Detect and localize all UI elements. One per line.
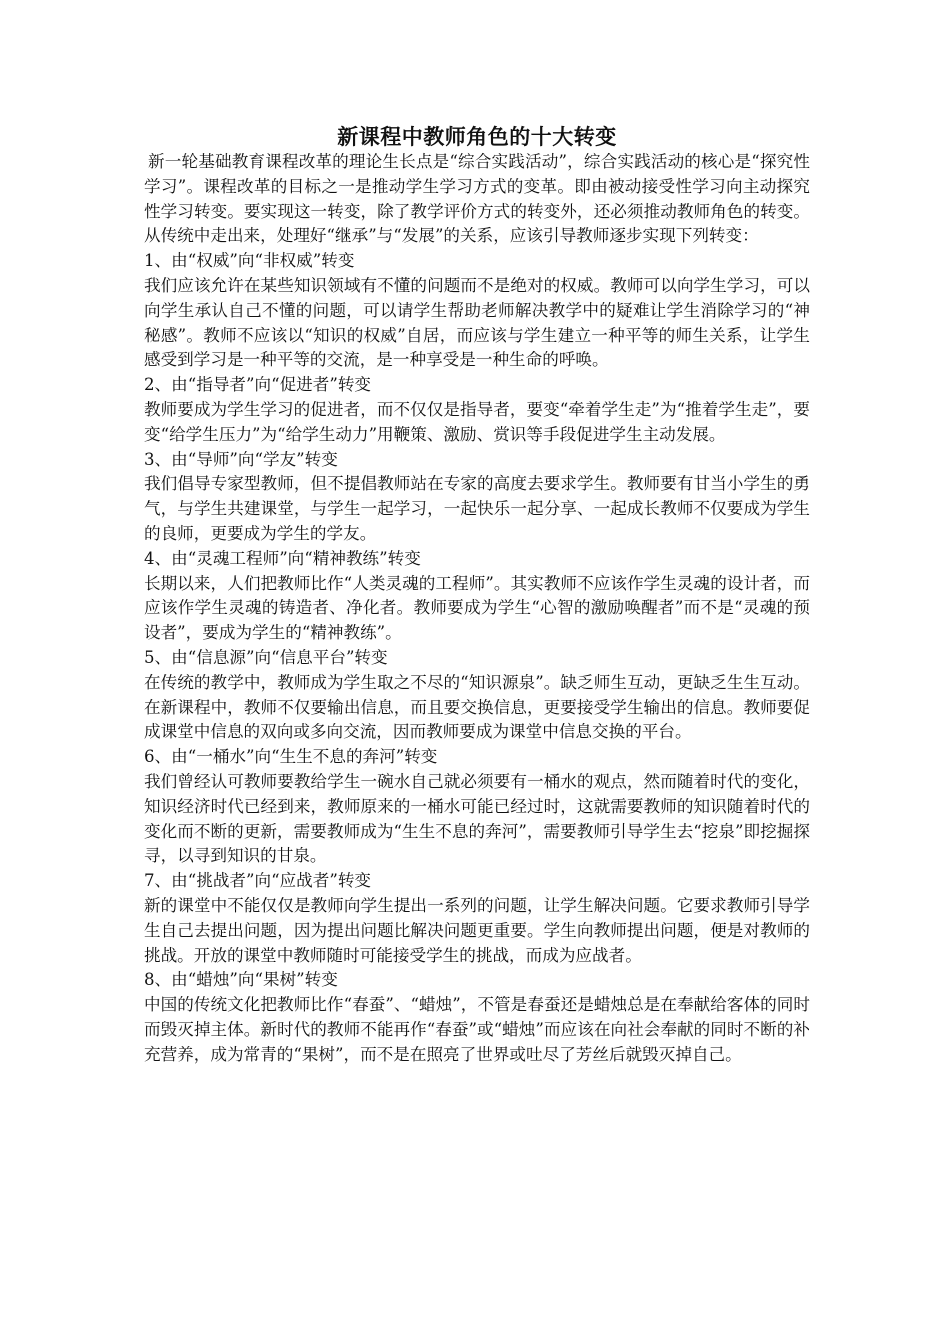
section-heading: 6、由“一桶水”向“生生不息的奔河”转变 (144, 747, 438, 767)
section-8 (144, 968, 810, 1067)
section-7 (144, 869, 810, 968)
section-heading: 1、由“权威”向“非权威”转变 (144, 251, 355, 271)
section-body: 我们应该允许在某些知识领域有不懂的问题而不是绝对的权威。教师可以向学生学习，可以向学生承认自己不懂的问题，可以请学生帮助老师解决教学中的疑难让学生消除学习的“神秘感”。教师不应该以“知识的权威”自居，而应该与学生建立一种平等的师生关系，让学生感受到学习是一种平等的交流，是一种享受是一种生命的呼唤。 (144, 275, 810, 370)
section-6 (144, 745, 810, 869)
document-title: 新课程中教师角色的十大转变 (337, 124, 617, 149)
section-heading: 5、由“信息源”向“信息平台”转变 (144, 647, 388, 667)
section-5 (144, 646, 810, 745)
intro-paragraph: 新一轮基础教育课程改革的理论生长点是“综合实践活动”，综合实践活动的核心是“探究性学习”。课程改革的目标之一是推动学生学习方式的变革。即由被动接受性学习向主动探究性学习转变。要实现这一转变，除了教学评价方式的转变外，还必须推动教师角色的转变。从传统中走出来，处理好“继承”与“发展”的关系，应该引导教师逐步实现下列转变： (144, 152, 810, 246)
section-1 (144, 249, 810, 373)
section-body: 长期以来，人们把教师比作“人类灵魂的工程师”。其实教师不应该作学生灵魂的设计者，而应该作学生灵魂的铸造者、净化者。教师要成为学生“心智的激励唤醒者”而不是“灵魂的预设者”，要成为学生的“精神教练”。 (144, 573, 810, 643)
document-page (144, 124, 810, 1067)
section-body: 中国的传统文化把教师比作“春蚕”、“蜡烛”，不管是春蚕还是蜡烛总是在奉献给客体的同时而毁灭掉主体。新时代的教师不能再作“春蚕”或“蜡烛”而应该在向社会奉献的同时不断的补充营养，成为常青的“果树”，而不是在照亮了世界或吐尽了芳丝后就毁灭掉自己。 (144, 995, 810, 1064)
section-heading: 2、由“指导者”向“促进者”转变 (144, 375, 372, 395)
section-heading: 3、由“导师”向“学友”转变 (144, 449, 338, 469)
section-heading: 4、由“灵魂工程师”向“精神教练”转变 (144, 548, 421, 568)
section-heading: 7、由“挑战者”向“应战者”转变 (144, 871, 372, 891)
section-3 (144, 448, 810, 547)
section-body: 教师要成为学生学习的促进者，而不仅仅是指导者，要变“牵着学生走”为“推着学生走”，要变“给学生压力”为“给学生动力”用鞭策、激励、赏识等手段促进学生主动发展。 (144, 399, 810, 444)
section-4 (144, 547, 810, 646)
section-body: 我们倡导专家型教师，但不提倡教师站在专家的高度去要求学生。教师要有甘当小学生的勇气，与学生共建课堂，与学生一起学习，一起快乐一起分享、一起成长教师不仅要成为学生的良师，更要成为学生的学友。 (144, 474, 810, 543)
section-2 (144, 373, 810, 447)
section-body: 我们曾经认可教师要教给学生一碗水自己就必须要有一桶水的观点，然而随着时代的变化，知识经济时代已经到来，教师原来的一桶水可能已经过时，这就需要教师的知识随着时代的变化而不断的更新，需要教师成为“生生不息的奔河”，需要教师引导学生去“挖泉”即挖掘探寻，以寻到知识的甘泉。 (144, 771, 810, 866)
section-body: 在传统的教学中，教师成为学生取之不尽的“知识源泉”。缺乏师生互动，更缺乏生生互动。在新课程中，教师不仅要输出信息，而且要交换信息，更要接受学生输出的信息。教师要促成课堂中信息的双向或多向交流，因而教师要成为课堂中信息交换的平台。 (144, 672, 810, 742)
section-body: 新的课堂中不能仅仅是教师向学生提出一系列的问题，让学生解决问题。它要求教师引导学生自己去提出问题，因为提出问题比解决问题更重要。学生向教师提出问题，便是对教师的挑战。开放的课堂中教师随时可能接受学生的挑战，而成为应战者。 (144, 895, 810, 965)
section-heading: 8、由“蜡烛”向“果树”转变 (144, 970, 338, 990)
